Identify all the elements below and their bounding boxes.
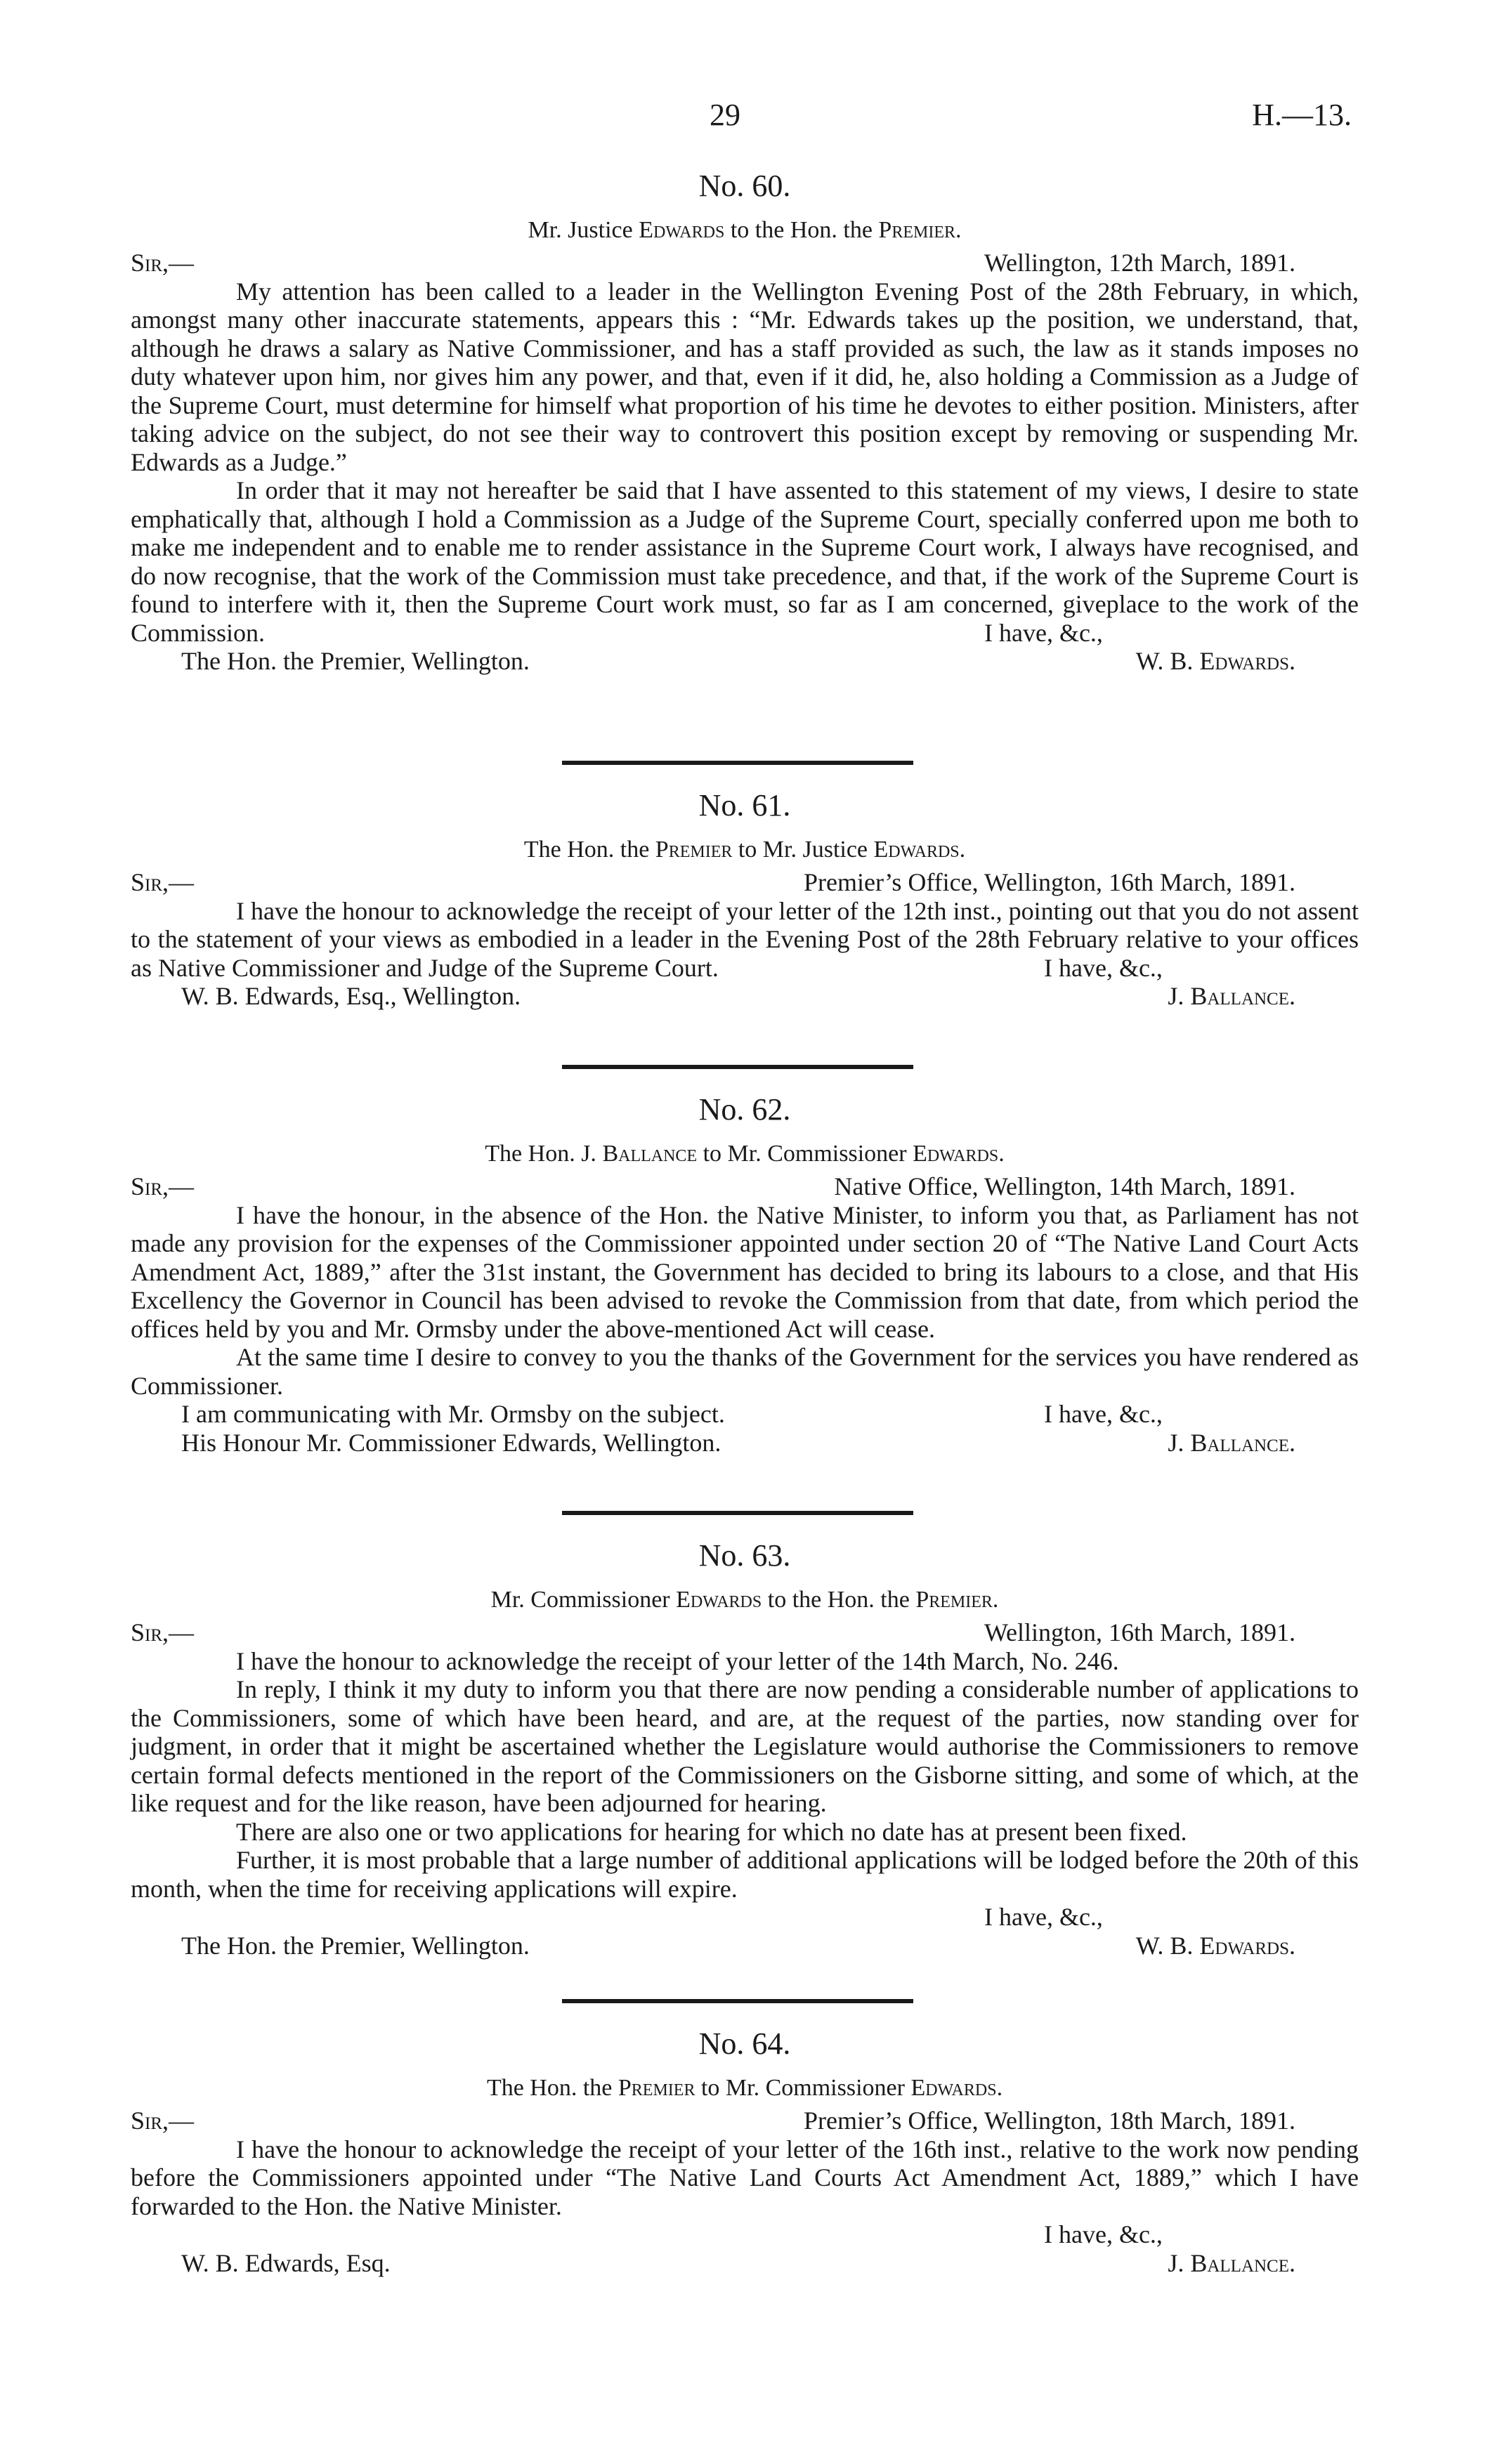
letter-60 bbox=[131, 169, 1359, 676]
section-divider bbox=[562, 1511, 913, 1515]
salutation-line bbox=[131, 249, 1359, 277]
signature: J. Ballance. bbox=[1168, 982, 1295, 1010]
i-have: I have, &c., bbox=[1044, 2220, 1163, 2248]
i-have-line bbox=[131, 619, 1359, 648]
salutation: Sir,— bbox=[131, 1618, 195, 1646]
letter-number: No. 62. bbox=[698, 1092, 791, 1127]
i-have-line bbox=[131, 2220, 1359, 2249]
i-have: I have, &c., bbox=[984, 618, 1103, 647]
letter-number: No. 64. bbox=[698, 2026, 791, 2061]
place-date: Wellington, 12th March, 1891. bbox=[984, 249, 1295, 277]
place-date: Wellington, 16th March, 1891. bbox=[984, 1618, 1295, 1646]
letter-61 bbox=[131, 788, 1359, 1011]
place-date: Premier’s Office, Wellington, 18th March, 1891. bbox=[804, 2106, 1295, 2135]
salutation: Sir,— bbox=[131, 249, 195, 277]
letter-number: No. 60. bbox=[698, 169, 791, 203]
parliamentary-paper-reference: H.—13. bbox=[1252, 98, 1352, 132]
letter-paragraph: In order that it may not hereafter be said that I have assented to this statement of my views, I desire to state emphatically that, although I hold a Commission as a Judge of the Supreme Court, specially conferred upon me both to make me independent and to enable me to render assistance in the Supreme Court work, I always have recognised, and do now recognise, that the work of the Commission must take precedence, and that, if the work of the Supreme Court is found to interfere with it, then the Supreme Court work must, so far as I am concerned, giveplace to the work of the Commission. bbox=[131, 476, 1359, 647]
letter-from-to: The Hon. the Premier to Mr. Justice Edwards. bbox=[523, 837, 966, 863]
i-have: I have, &c., bbox=[984, 1903, 1103, 1931]
letter-from-to: Mr. Commissioner Edwards to the Hon. the Premier. bbox=[490, 1587, 999, 1613]
letter-from-to: Mr. Justice Edwards to the Hon. the Premier. bbox=[528, 217, 962, 243]
salutation: Sir,— bbox=[131, 868, 195, 896]
salutation: Sir,— bbox=[131, 2106, 195, 2135]
letter-number: No. 63. bbox=[698, 1538, 791, 1573]
letter-from-to: The Hon. the Premier to Mr. Commissioner Edwards. bbox=[486, 2075, 1003, 2101]
signature: W. B. Edwards. bbox=[1135, 647, 1295, 675]
i-have: I have, &c., bbox=[1044, 1400, 1163, 1428]
addressee: W. B. Edwards, Esq. bbox=[181, 2248, 391, 2277]
letter-paragraph: In reply, I think it my duty to inform you that there are now pending a considerable number of applications to the Commissioners, some of which have been heard, and are, at the request of the parties, now standing over for judgment, in order that it might be ascertained whether the Legislature would authorise the Commissioners to remove certain formal defects mentioned in the report of the Commissioners on the Gisborne sitting, and some of which, at the like request and for the like reason, have been adjourned for hearing. bbox=[131, 1675, 1359, 1817]
addressee: The Hon. the Premier, Wellington. bbox=[181, 1931, 530, 1960]
salutation: Sir,— bbox=[131, 1172, 195, 1200]
closing-line bbox=[131, 2249, 1359, 2278]
letter-paragraph: There are also one or two applications for hearing for which no date has at present been fixed. bbox=[236, 1817, 1187, 1846]
section-divider bbox=[562, 1065, 913, 1069]
closing-line bbox=[131, 1932, 1359, 1960]
signature: J. Ballance. bbox=[1168, 1428, 1295, 1457]
letter-paragraph: I have the honour, in the absence of the Hon. the Native Minister, to inform you that, as Parliament has not made any provision for the expenses of the Commissioner appointed under section 20 of “The Native Land Court Acts Amendment Act, 1889,” after the 31st instant, the Government has decided to bring its labours to a close, and that His Excellency the Governor in Council has been advised to revoke the Commission from that date, from which period the offices held by you and Mr. Ormsby under the above-mentioned Act will cease. bbox=[131, 1200, 1359, 1343]
closing-line bbox=[131, 647, 1359, 676]
signature: J. Ballance. bbox=[1168, 2248, 1295, 2277]
section-divider bbox=[562, 761, 913, 765]
salutation-line bbox=[131, 1618, 1359, 1647]
page-number: 29 bbox=[710, 98, 740, 132]
closing-line-1 bbox=[131, 1400, 1359, 1429]
i-have-line bbox=[131, 954, 1359, 983]
letter-paragraph: I have the honour to acknowledge the receipt of your letter of the 16th inst., relative to the work now pending before the Commissioners appointed under “The Native Land Courts Act Amendment Act, 1889,” which I have forwarded to the Hon. the Native Minister. bbox=[131, 2135, 1359, 2220]
i-have: I have, &c., bbox=[1044, 953, 1163, 982]
signature: W. B. Edwards. bbox=[1135, 1931, 1295, 1960]
letter-paragraph: I have the honour to acknowledge the receipt of your letter of the 12th inst., pointing out that you do not assent to the statement of your views as embodied in a leader in the Evening Post of the 28th February relative to your offices as Native Commissioner and Judge of the Supreme Court. bbox=[131, 896, 1359, 982]
salutation-line bbox=[131, 1172, 1359, 1201]
section-divider bbox=[562, 1999, 913, 2003]
letter-paragraph: I have the honour to acknowledge the receipt of your letter of the 14th March, No. 246. bbox=[236, 1646, 1119, 1675]
i-have-line bbox=[131, 1903, 1359, 1932]
closing-line bbox=[131, 982, 1359, 1011]
page-header bbox=[0, 97, 1502, 139]
addressee: W. B. Edwards, Esq., Wellington. bbox=[181, 982, 521, 1010]
closing-line bbox=[131, 1429, 1359, 1457]
letter-63 bbox=[131, 1538, 1359, 1960]
place-date: Native Office, Wellington, 14th March, 1891. bbox=[834, 1172, 1295, 1200]
salutation-line bbox=[131, 2106, 1359, 2135]
salutation-line bbox=[131, 868, 1359, 897]
letter-64 bbox=[131, 2026, 1359, 2277]
letter-from-to: The Hon. J. Ballance to Mr. Commissioner Edwards. bbox=[485, 1141, 1005, 1167]
place-date: Premier’s Office, Wellington, 16th March, 1891. bbox=[804, 868, 1295, 896]
addressee: His Honour Mr. Commissioner Edwards, Wellington. bbox=[181, 1428, 721, 1457]
letter-62 bbox=[131, 1092, 1359, 1457]
letter-paragraph: Further, it is most probable that a large number of additional applications will be lodged before the 20th of this month, when the time for receiving applications will expire. bbox=[131, 1846, 1359, 1903]
addressee: The Hon. the Premier, Wellington. bbox=[181, 647, 530, 675]
letter-paragraph: My attention has been called to a leader in the Wellington Evening Post of the 28th February, in which, amongst many other inaccurate statements, appears this : “Mr. Edwards takes up the position, we understand, that, although he draws a salary as Native Commissioner, and has a staff provided as such, the law as it stands imposes no duty whatever upon him, nor gives him any power, and that, even if it did, he, also holding a Commission as a Judge of the Supreme Court, must determine for himself what proportion of his time he devotes to either position. Ministers, after taking advice on the subject, do not see their way to controvert this position except by removing or suspending Mr. Edwards as a Judge.” bbox=[131, 277, 1359, 476]
letter-paragraph-final: I am communicating with Mr. Ormsby on the subject. bbox=[181, 1400, 725, 1428]
letter-number: No. 61. bbox=[698, 788, 791, 823]
letter-paragraph: At the same time I desire to convey to you the thanks of the Government for the services you have rendered as Commissioner. bbox=[131, 1343, 1359, 1400]
